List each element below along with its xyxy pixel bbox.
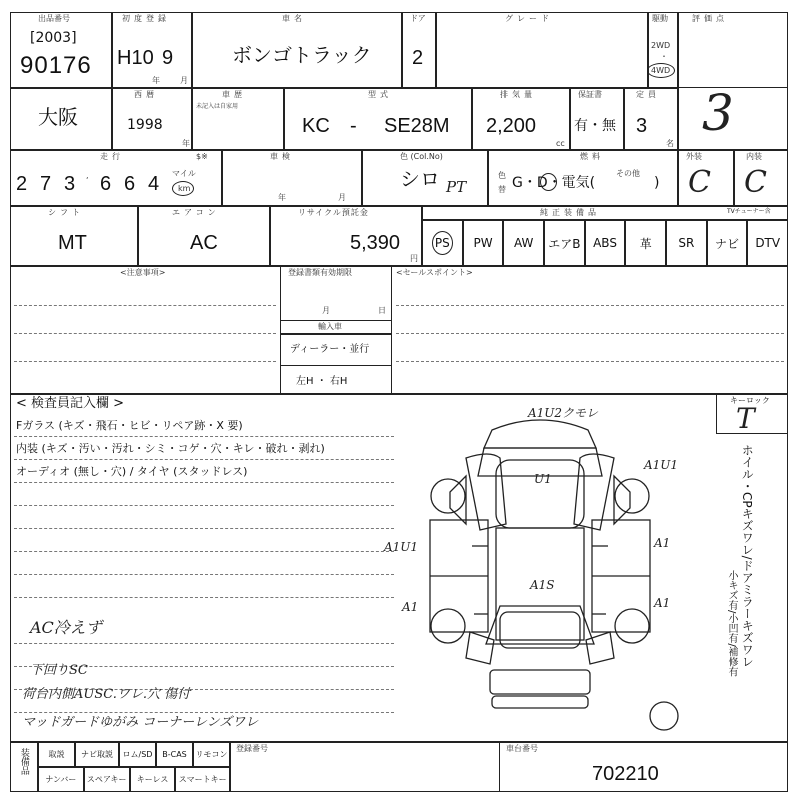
exterior-label: 外装 [686,152,702,161]
inspector-rule [14,551,394,552]
inspector-line: オーディオ (無し・穴) / タイヤ (スタッドレス) [16,465,248,478]
shift-label: シフト [48,208,84,217]
year-unit: 年 [152,76,160,85]
region: 大阪 [38,107,78,129]
model-label: 型式 [368,90,392,99]
fuel-d-circle [540,173,557,191]
displacement-label: 排気量 [500,90,536,99]
fuel-close: ) [654,175,660,191]
damage-mark: A1 [654,536,671,550]
reg-doc-month: 月 [322,306,330,315]
inspector-rule [14,528,394,529]
handwritten-note: マッドガードゆがみ コーナーレンズワレ [22,715,259,730]
sales-line [396,361,784,362]
reg-number-label: 登録番号 [236,744,268,753]
doors: 2 [412,47,424,69]
import-label: 輸入車 [318,322,342,331]
mileage-digit: 6 [100,173,112,195]
interior-label: 内装 [746,152,762,161]
drive-2wd: 2WD [651,41,671,50]
month-unit: 月 [180,76,188,85]
footer-item: ロム/SD [119,742,156,767]
handwritten-note: AC冷えず [30,618,102,637]
lot-number: 90176 [20,52,92,79]
caution-label: <注意事項> [120,268,166,277]
reg-doc-day: 日 [378,306,386,315]
footer-item: スペアキー [84,767,130,792]
inspector-line: Fガラス (キズ・飛石・ヒビ・リペア跡・X 要) [16,419,243,432]
mileage-digit: 2 [16,173,28,195]
footer-item: スマートキー [175,767,230,792]
km-unit: km [178,184,191,193]
yen-unit: 円 [410,254,418,263]
model-dash: - [350,115,357,137]
equip-item: エアB [544,220,585,266]
side-note: ホイル・CPキズワレ/ドアミラーキズワレ [740,444,755,668]
damage-mark: A1U2クモレ [528,406,599,420]
equip-item: ナビ [707,220,748,266]
seireki-label: 西暦 [134,90,158,99]
equip-item: 革 [625,220,666,266]
equip-label: 純正装備品 [540,208,600,217]
mileage-digit: 3 [64,173,76,195]
mile-unit: マイル [172,169,196,178]
warranty-label: 保証書 [578,90,602,99]
chassis-number: 702210 [592,763,659,785]
damage-mark: A1 [402,600,419,614]
shift: MT [58,232,87,254]
equip-ps: PS [432,231,453,255]
mileage-sep: , [86,171,89,180]
fuel-options: G・D・電気( [512,175,596,191]
equipment-row [422,220,788,266]
footer-item: リモコン [193,742,230,767]
capacity: 3 [636,115,648,137]
grade-label: グレード [505,14,553,23]
sharyo-label: $※ [196,152,208,161]
first-reg-label: 初度登録 [122,14,170,23]
mileage-digit: 7 [40,173,52,195]
drive-4wd: 4WD [651,66,671,75]
inspector-rule [14,482,394,483]
side-note: 小キズ有/小凹有/補修有 [726,570,737,677]
doors-label: ドア [410,14,426,23]
shuppin-label: 出品番号 [38,14,70,23]
equip-item: PW [463,220,504,266]
damage-mark: U1 [534,472,552,486]
recycle-label: リサイクル預託金 [298,208,369,217]
drive-label: 駆動 [652,14,668,23]
inspector-line: 内装 (キズ・汚い・汚れ・シミ・コゲ・穴・キレ・破れ・剥れ) [16,442,325,455]
color-change-2: 替 [498,185,506,194]
caution-line [14,305,276,306]
car-name: ボンゴトラック [232,45,372,67]
first-reg-era: H10 [117,47,154,69]
color-code: PT [446,178,467,196]
fuel-label: 燃料 [580,152,604,161]
km-circle [172,181,194,196]
shaken-label: 車検 [270,152,294,161]
model-prefix: KC [302,115,330,137]
equip-item: ABS [585,220,626,266]
handwritten-note: 下回りSC [30,663,88,678]
color-label: 色 (Col.No) [400,152,443,161]
mileage-digit: 6 [124,173,136,195]
damage-mark: A1S [530,578,555,592]
inspector-rule [14,459,394,460]
footer-items-row-2 [38,767,230,792]
footer-equip-label: 装備品 [18,748,29,775]
drive-dot: ・ [660,52,668,61]
footer-item: ナビ取説 [75,742,119,767]
damage-mark: A1U1 [384,540,419,554]
footer-item: B-CAS [156,742,193,767]
model-code: SE28M [384,115,450,137]
score-label: 評価点 [692,14,728,23]
inspector-rule [14,643,394,644]
first-reg-month: 9 [162,47,174,69]
chassis-label: 車台番号 [506,744,538,753]
footer-items-row-1 [38,742,230,767]
drive-4wd-circle [647,63,675,78]
equip-item: DTV [747,220,788,266]
exterior: C [688,165,711,200]
ac: AC [190,232,218,254]
damage-mark: A1U1 [644,458,679,472]
inspector-title: < 検査員記入欄 > [16,396,125,411]
equip-item: SR [666,220,707,266]
footer-item: キーレス [130,767,176,792]
inspector-rule [14,712,394,713]
footer-item: ナンバー [38,767,84,792]
fuel-other-label: その他 [616,169,640,178]
inspector-rule [14,574,394,575]
sales-label: <セールスポイント> [396,268,473,277]
capacity-label: 定員 [636,90,660,99]
mileage-digit: 4 [148,173,160,195]
reg-doc-label: 登録書類有効期限 [288,268,352,277]
keylock-label: キーロック [730,396,770,405]
sales-line [396,333,784,334]
shaken-note: 未記入は自家用 [196,103,239,110]
recycle: 5,390 [350,232,401,254]
caution-line [14,333,276,334]
car-diagram [370,396,710,740]
tuner-label: TVチューナー含 [727,208,771,215]
capacity-unit: 名 [666,139,674,148]
caution-line [14,361,276,362]
score: 3 [702,84,734,142]
keylock-mark: T [736,402,755,435]
damage-mark: A1 [654,596,671,610]
sales-line [396,305,784,306]
handwritten-note: 荷台内側AUSC.ワレ.穴 傷付 [22,687,191,702]
lot-year: [2003] [30,30,77,46]
seireki: 1998 [127,117,163,133]
color: シロ [400,169,440,191]
seireki-year-unit: 年 [182,139,190,148]
interior: C [744,165,767,200]
mileage-label: 走行 [100,152,124,161]
footer-item: 取説 [38,742,75,767]
displacement: 2,200 [486,115,537,137]
grade-box [436,12,648,88]
inspector-rule [14,505,394,506]
equip-item [422,220,463,266]
import-handle: 左H ・ 右H [296,376,348,387]
equip-item: AW [503,220,544,266]
color-change-1: 色 [498,171,506,180]
inspector-rule [14,597,394,598]
cc-unit: cc [556,139,565,148]
shaken-year-unit: 年 [278,193,286,202]
car-name-label: 車名 [282,14,306,23]
shaken-hist-label: 車歴 [222,90,246,99]
notes-section [10,266,788,394]
warranty: 有・無 [574,118,616,134]
inspector-rule [14,436,394,437]
shaken-month-unit: 月 [338,193,346,202]
import-dealer: ディーラー・並行 [290,344,370,355]
ac-label: エアコン [172,208,220,217]
reg-number-box [230,742,500,792]
